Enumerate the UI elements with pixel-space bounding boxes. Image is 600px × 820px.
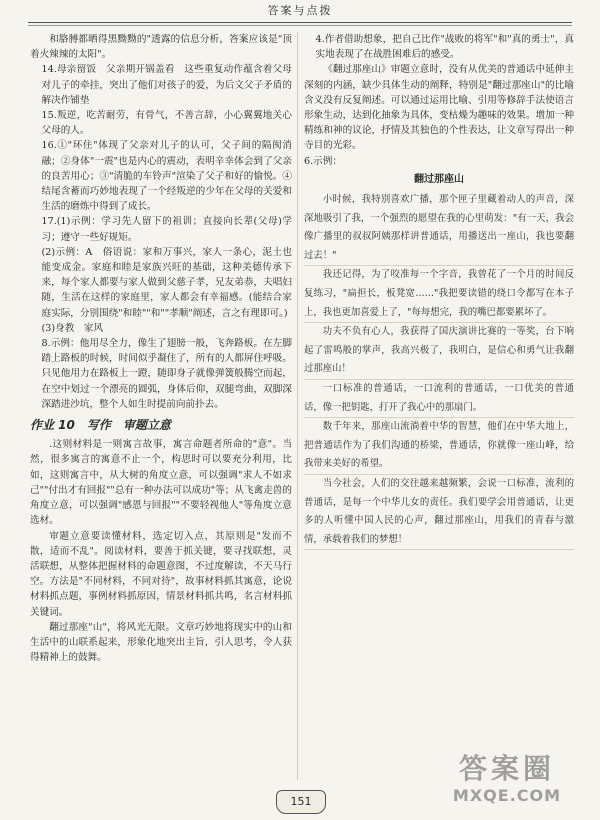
essay-paragraph: 一口标准的普通话，一口流利的普通话，一口优美的普通话，像一把钥匙，打开了我心中的那扇门。: [304, 380, 574, 418]
watermark-logo: 答案圈: [458, 752, 555, 785]
answer-paragraph: 16.①"环住"体现了父亲对儿子的认可，父子间的隔阂消融；②身体"一震"也是内心的震动，表明辛幸体会到了父亲的良苦用心；③"清脆的车铃声"渲染了父子和好的愉悦。④结尾含蓄而巧妙地表现了一个经叛逆的少年在父母的关爱和生活的磨炼中得到了成长。: [41, 140, 292, 213]
site-watermark: [432, 752, 582, 812]
section-title: 作业 10 写作 审题立意: [30, 418, 171, 433]
answer-paragraph: 15.叛逆，吃苦耐劳，有骨气，不善言辞，小心翼翼地关心父母的人。: [41, 110, 292, 137]
handwritten-essay: [304, 191, 574, 550]
answer-paragraph: 审题立意要读懂材料，选定切入点，其原则是"发而不散，适而不乱"。阅读材料，要善于抓关键，要寻找联想，灵活联想，从整体把握材料的命题意图，不过度解读，不天马行空。方法是"不同材料，不同对待"，故事材料抓其寓意，论说材料抓点题，事例材料抓原因，情景材料抓共鸣，名言材料抓关键词。: [30, 530, 292, 618]
answer-paragraph: 6.示例：: [304, 155, 342, 167]
essay-title: 翻过那座山: [414, 173, 464, 185]
answer-paragraph: (2)示例：A 俗语说：家和万事兴，家人一条心，泥土也能变成金。家庭和睦是家族兴旺的基础，这种美德传承下来，每个家人都要与家人做到父慈子孝，兄友弟恭，夫唱妇随，生活在这样的家庭里，家人都会有幸福感。(能结合家庭实际，分别围绕"和睦""和""孝顺"阐述，言之有理即可。): [41, 246, 292, 319]
answer-paragraph: (3)身教 家风: [41, 322, 104, 334]
answer-paragraph: 4.作者借助想象，把自己比作"战败的将军"和"真的勇士"，真实地表现了在战胜困难后的感受。: [315, 34, 574, 61]
essay-paragraph: 小时候，我特别喜欢广播，那个匣子里藏着动人的声音，深深地吸引了我，一个强烈的愿望在我的心里萌发："有一天，我会像广播里的叔叔阿姨那样讲普通话，用播送出一座山，我也要翻过去！": [304, 191, 574, 266]
essay-paragraph: 当今社会，人们的交往越来越频繁，会说一口标准，流利的普通话，是每一个中华儿女的责任。我们要学会用普通话，让更多的人听懂中国人民的心声，翻过那座山，用我们的青春与激情，承载着我们的梦想！: [304, 475, 574, 550]
answer-paragraph: 14.母亲留饭 父亲期开锅盖看 这些重复动作蕴含着父母对儿子的牵挂，突出了他们对孩子的爱，为后文父子矛盾的解决作铺垫: [41, 64, 292, 106]
page-number: [276, 790, 326, 814]
left-column: [30, 32, 292, 665]
watermark-url: MXQE.COM: [452, 786, 562, 805]
right-column: [304, 32, 574, 550]
header-title: 答案与点拨: [267, 4, 333, 17]
essay-paragraph: 数千年来，那座山流淌着中华的智慧，他们在中华大地上，把普通话作为了我们沟通的桥梁，普通话，你就像一座山峰，给我带来美好的希望。: [304, 418, 574, 475]
page-header: [0, 0, 600, 22]
page-number-text: 151: [290, 795, 312, 808]
column-divider: [297, 32, 298, 780]
answer-paragraph: 《翻过那座山》审题立意时，没有从优美的普通话中延伸主深刻的内涵，缺少具体生动的阐释，特别是"翻过那座山"的比喻含义没有反复阐述。可以通过运用比喻、引用等修辞手法使语言形象生动，达到化抽象为具体，变枯燥为趣味的效果。增加一种精练和神的议论，抒情及其独色的个性表达，让文章写得出一种寺目的光彩。: [304, 64, 574, 152]
answer-paragraph: 翻过那座"山"，将风光无限。文章巧妙地将现实中的山和生活中的山联系起来，形象化地突出主旨，引人思考，令人获得精神上的鼓舞。: [30, 621, 292, 664]
answer-paragraph: 8.示例：他用尽全力，像生了翅膀一般，飞奔路板。在左脚踏上路板的时候，时间似乎凝住了，所有的人都屏住呼吸。只见他用力在路板上一蹬，随即身子就像弹簧般腾空而起，在空中划过一个漂亮的圆弧，身体后仰，双腿弯曲，双脚深深踏进沙坑，整个人如生时提前向前扑去。: [41, 338, 292, 410]
answer-paragraph: 17.(1)示例：学习先人留下的祖训；直接向长辈(父母)学习；遵守一些好规矩。: [41, 216, 292, 243]
answer-paragraph: .这则材料是一则寓言故事，寓言命题者所命的"意"。当然，很多寓言的寓意不止一个，构思时可以要充分利用，比如，这则寓言中，从大树的角度立意，可以强调"求人不如求己""付出才有回报""总有一种办法可以成功"等；从飞禽走兽的角度立意，可以强调"感恩与回报""不要轻视他人"等角度立意选材。: [30, 439, 292, 527]
essay-paragraph: 我还记得，为了咬准每一个字音，我曾花了一个月的时间反复练习，"扁担长，板凳宽……"我把要读错的绕口令都写在本子上，我也更加喜爱上了，"每每想完，我的嘴巴都要累坏了。: [304, 266, 574, 323]
header-rule-double: [28, 25, 572, 26]
essay-paragraph: 功夫不负有心人，我获得了国庆演讲比赛的一等奖，台下响起了雷鸣般的掌声，我高兴极了，我明白，是信心和勇气让我翻过那座山！: [304, 323, 574, 380]
header-rule: [28, 22, 572, 23]
answer-paragraph: 和胳膊都晒得黑黝黝的"透露的信息分析，答案应该是"顶着火辣辣的太阳"。: [30, 34, 292, 61]
